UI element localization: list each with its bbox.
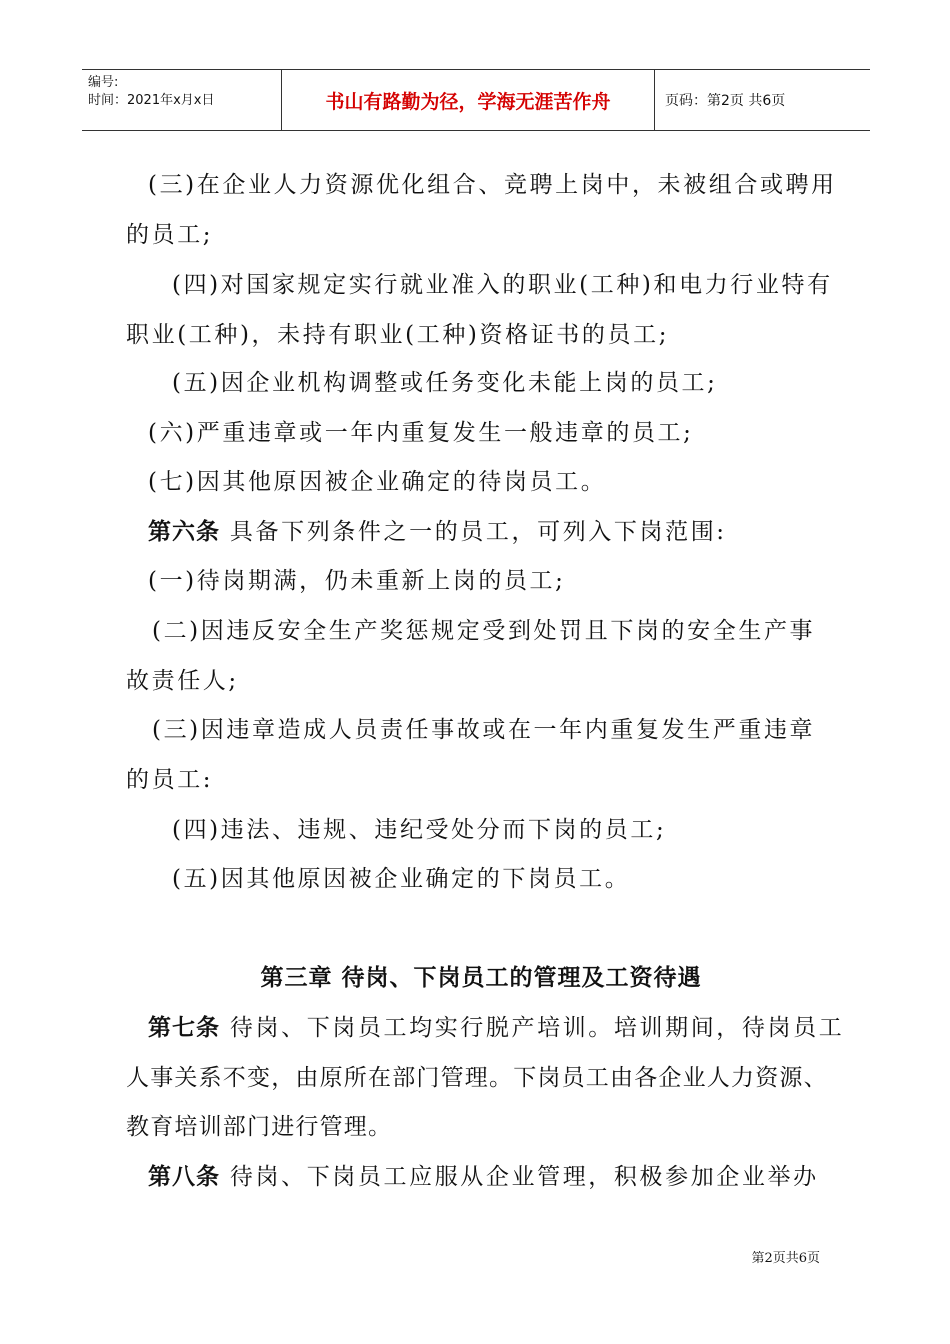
article-8-title: 第八条 bbox=[148, 1164, 220, 1190]
article-6-text: 具备下列条件之一的员工，可列入下岗范围: bbox=[220, 519, 727, 545]
text-line: 人事关系不变，由原所在部门管理。下岗员工由各企业人力资源、 bbox=[126, 1065, 828, 1091]
article-8-text: 待岗、下岗员工应服从企业管理，积极参加企业举办 bbox=[220, 1164, 819, 1190]
page-header bbox=[82, 69, 870, 131]
text-line: (四)违法、违规、违纪受处分而下岗的员工; bbox=[172, 817, 667, 843]
text-line: (四)对国家规定实行就业准入的职业(工种)和电力行业特有 bbox=[172, 272, 833, 298]
header-page-info: 页码：第2页 共6页 bbox=[665, 93, 786, 109]
article-7 bbox=[148, 1013, 844, 1043]
number-label: 编号: bbox=[88, 75, 119, 90]
text-line: (三)在企业人力资源优化组合、竞聘上岗中，未被组合或聘用 bbox=[148, 172, 837, 198]
text-line: (二)因违反安全生产奖惩规定受到处罚且下岗的安全生产事 bbox=[152, 618, 816, 644]
text-line: (七)因其他原因被企业确定的待岗员工。 bbox=[148, 469, 607, 495]
text-line: (六)严重违章或一年内重复发生一般违章的员工; bbox=[148, 420, 694, 446]
article-7-text: 待岗、下岗员工均实行脱产培训。培训期间，待岗员工 bbox=[220, 1015, 845, 1041]
page-footer: 第2页共6页 bbox=[751, 1251, 820, 1266]
time-label: 时间：2021年x月x日 bbox=[88, 93, 215, 108]
text-line: 故责任人; bbox=[126, 668, 239, 694]
text-line: 的员工: bbox=[126, 767, 214, 793]
article-7-title: 第七条 bbox=[148, 1015, 220, 1041]
text-line: 教育培训部门进行管理。 bbox=[126, 1114, 393, 1140]
article-6-title: 第六条 bbox=[148, 519, 220, 545]
text-line: (三)因违章造成人员责任事故或在一年内重复发生严重违章 bbox=[152, 717, 816, 743]
text-line: (五)因其他原因被企业确定的下岗员工。 bbox=[172, 866, 631, 892]
chapter-heading: 第三章 待岗、下岗员工的管理及工资待遇 bbox=[260, 965, 702, 991]
text-line: (一)待岗期满，仍未重新上岗的员工; bbox=[148, 568, 566, 594]
text-line: 职业(工种)，未持有职业(工种)资格证书的员工; bbox=[126, 322, 670, 348]
header-meta bbox=[82, 70, 282, 130]
text-line: 的员工; bbox=[126, 222, 214, 248]
header-motto: 书山有路勤为径，学海无涯苦作舟 bbox=[282, 70, 655, 130]
article-8 bbox=[148, 1162, 819, 1192]
article-6 bbox=[148, 517, 727, 547]
text-line: (五)因企业机构调整或任务变化未能上岗的员工; bbox=[172, 370, 718, 396]
